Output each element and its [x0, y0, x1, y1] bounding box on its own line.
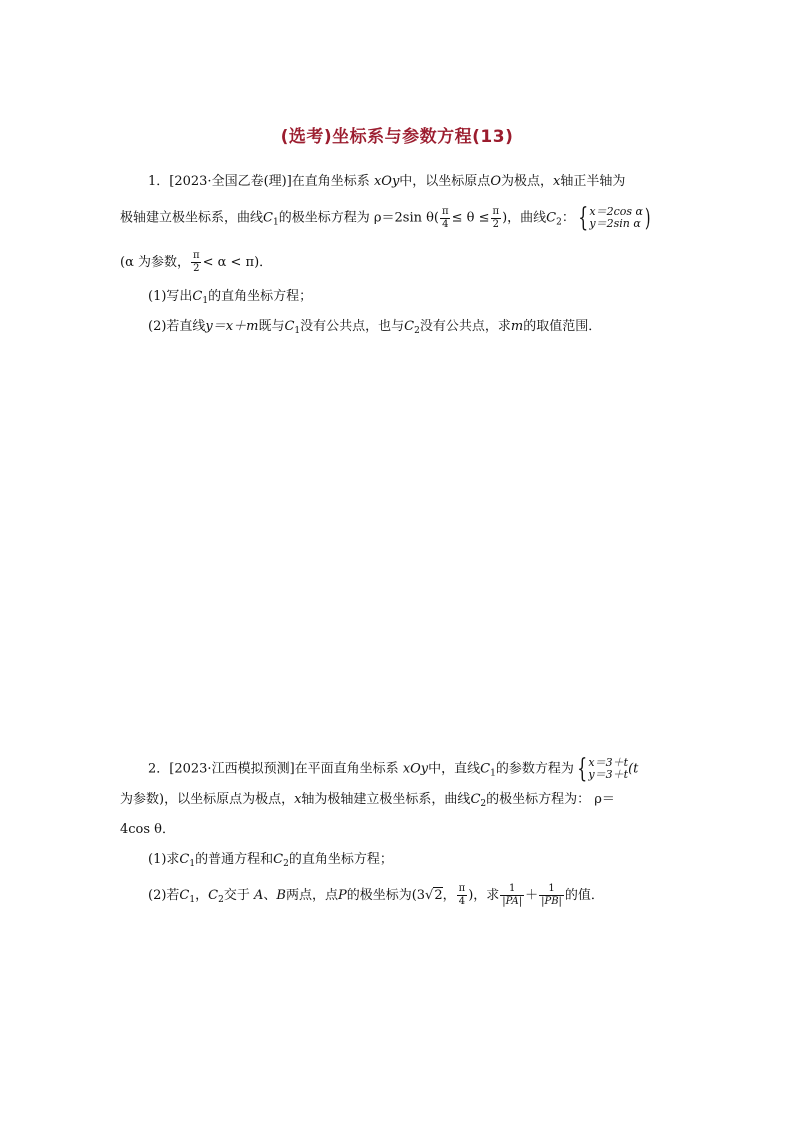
math-xoy: xOy	[373, 174, 400, 189]
text: 轴为极轴建立极坐标系，曲线	[301, 792, 471, 807]
text: 的直角坐标方程；	[288, 852, 393, 867]
denominator: |PB|	[541, 896, 562, 907]
text: 轴正半轴为	[560, 174, 626, 189]
math-c: C	[404, 319, 415, 334]
math-c: C	[284, 319, 295, 334]
system-row: y＝3＋t	[588, 768, 629, 781]
text: ：	[561, 210, 575, 226]
text: 为极点，	[500, 174, 553, 189]
fraction	[500, 883, 524, 908]
math-m: m	[510, 319, 524, 334]
problem-1-question-1	[148, 287, 312, 311]
page-title: (选考)坐标系与参数方程(13)	[280, 127, 514, 147]
text: ，	[442, 888, 456, 903]
math-c: C	[179, 888, 190, 903]
text: 交于	[223, 888, 250, 903]
math-c: C	[208, 888, 219, 903]
text: 4cos θ．	[120, 822, 176, 837]
text: 没有公共点，求	[419, 319, 511, 334]
numerator: π	[492, 205, 500, 217]
text: )，曲线	[502, 210, 547, 226]
text: 极轴建立极坐标系，曲线	[120, 210, 264, 226]
math-le: ≤ θ ≤	[451, 210, 490, 226]
fraction	[440, 206, 451, 231]
brace-icon: {	[577, 754, 588, 784]
subscript: 1	[189, 895, 196, 905]
system-row: x＝3＋t	[588, 756, 629, 769]
problem-2-number: 2．	[148, 761, 170, 777]
text: (α 为参数，	[120, 255, 190, 270]
text: (1)求	[148, 852, 180, 867]
math-rho: ρ＝	[594, 792, 615, 807]
math-o: O	[490, 174, 501, 189]
subscript: 2	[414, 326, 420, 336]
problem-2-question-1	[148, 850, 393, 874]
problem-1-line-2	[120, 205, 652, 233]
text: 的极坐标方程为：	[486, 792, 591, 807]
subscript: 2	[480, 799, 487, 809]
text: ＋	[525, 888, 539, 903]
sqrt-icon: √	[425, 888, 434, 903]
fraction	[457, 883, 468, 908]
subscript: 1	[202, 296, 209, 306]
text: ，	[195, 888, 209, 903]
subscript: 1	[189, 859, 196, 869]
math-c: C	[480, 761, 491, 777]
text: (1)写出	[148, 289, 193, 304]
text: 的普通方程和	[195, 852, 274, 867]
numerator: π	[442, 205, 449, 217]
subscript: 2	[556, 217, 562, 228]
text: 没有公共点，也与	[300, 319, 405, 334]
text: (2)若直线	[148, 319, 206, 334]
problem-2-line-1	[148, 756, 638, 784]
brace-icon: {	[578, 203, 589, 233]
problem-2-line-2	[120, 790, 615, 814]
math-c: C	[470, 792, 481, 807]
math-c: C	[546, 210, 557, 226]
denominator: 2	[193, 263, 200, 274]
numerator: 1	[509, 883, 516, 894]
text: 的极坐标方程为	[278, 210, 370, 226]
math-xoy: xOy	[402, 761, 429, 777]
numerator: π	[458, 883, 466, 894]
fraction	[191, 250, 202, 275]
math-line: y＝x＋m	[205, 319, 259, 334]
problem-1-question-2	[148, 317, 601, 341]
subscript: 1	[272, 217, 279, 228]
text: (t	[628, 761, 639, 777]
math-c: C	[179, 852, 190, 867]
system-row: x＝2cos α	[589, 205, 643, 218]
text: 中，以坐标原点	[399, 174, 491, 189]
denominator: 4	[442, 218, 449, 230]
denominator: |PA|	[502, 896, 523, 907]
text: )，求	[468, 888, 500, 903]
subscript: 2	[218, 895, 224, 905]
subscript: 2	[283, 859, 289, 869]
paren-icon: )	[644, 204, 651, 232]
math-rho-eq: ρ＝2sin θ(	[373, 210, 440, 226]
text: 的参数方程为	[495, 761, 574, 777]
problem-1-source: [2023·全国乙卷(理)]	[169, 174, 292, 189]
fraction	[490, 206, 501, 231]
numerator: 1	[548, 883, 555, 894]
text: 的值．	[564, 888, 604, 903]
text: 两点，点	[285, 888, 338, 903]
problem-2-line-3	[120, 820, 175, 840]
equation-system	[574, 756, 628, 782]
math-b: B	[276, 888, 286, 903]
problem-1-line-3	[120, 250, 272, 275]
text: 既与	[258, 319, 285, 334]
problem-1-line-1	[148, 172, 625, 192]
text: < α < π)．	[202, 255, 273, 270]
math-x: x	[553, 174, 561, 189]
numerator: π	[192, 250, 200, 261]
denominator: 2	[492, 218, 499, 230]
subscript: 1	[490, 768, 496, 779]
math-a: A	[253, 888, 264, 903]
math-c: C	[192, 289, 203, 304]
denominator: 4	[458, 896, 466, 907]
subscript: 1	[294, 326, 301, 336]
text: 中，直线	[428, 761, 481, 777]
equation-system	[575, 205, 652, 231]
problem-2-source: [2023·江西模拟预测]	[169, 761, 295, 777]
text: 的极坐标为(3	[346, 888, 426, 903]
text: (2)若	[148, 888, 180, 903]
math-p: P	[337, 888, 347, 903]
math-c: C	[263, 210, 273, 226]
math-x: x	[294, 792, 302, 807]
problem-2-question-2: (2)若$C_1$，$C_2$交于 A、B两点，点P的极坐标为(3√2， $\frac{\pi}{4}$ )，求 $\frac{1}{|PA|}$ ＋ $\frac{1}{|PB|}$ 的值．	[148, 883, 604, 907]
text: 的取值范围．	[523, 319, 602, 334]
fraction	[539, 883, 564, 908]
math-c: C	[273, 852, 284, 867]
text: 为参数)，以坐标原点为极点，	[120, 792, 295, 807]
radicand: 2	[434, 888, 443, 903]
text: 的直角坐标方程；	[208, 289, 313, 304]
text: 在平面直角坐标系	[294, 761, 399, 777]
system-row: y＝2sin α	[589, 217, 641, 230]
problem-1-number: 1．	[148, 174, 170, 189]
text: 在直角坐标系	[291, 174, 370, 189]
